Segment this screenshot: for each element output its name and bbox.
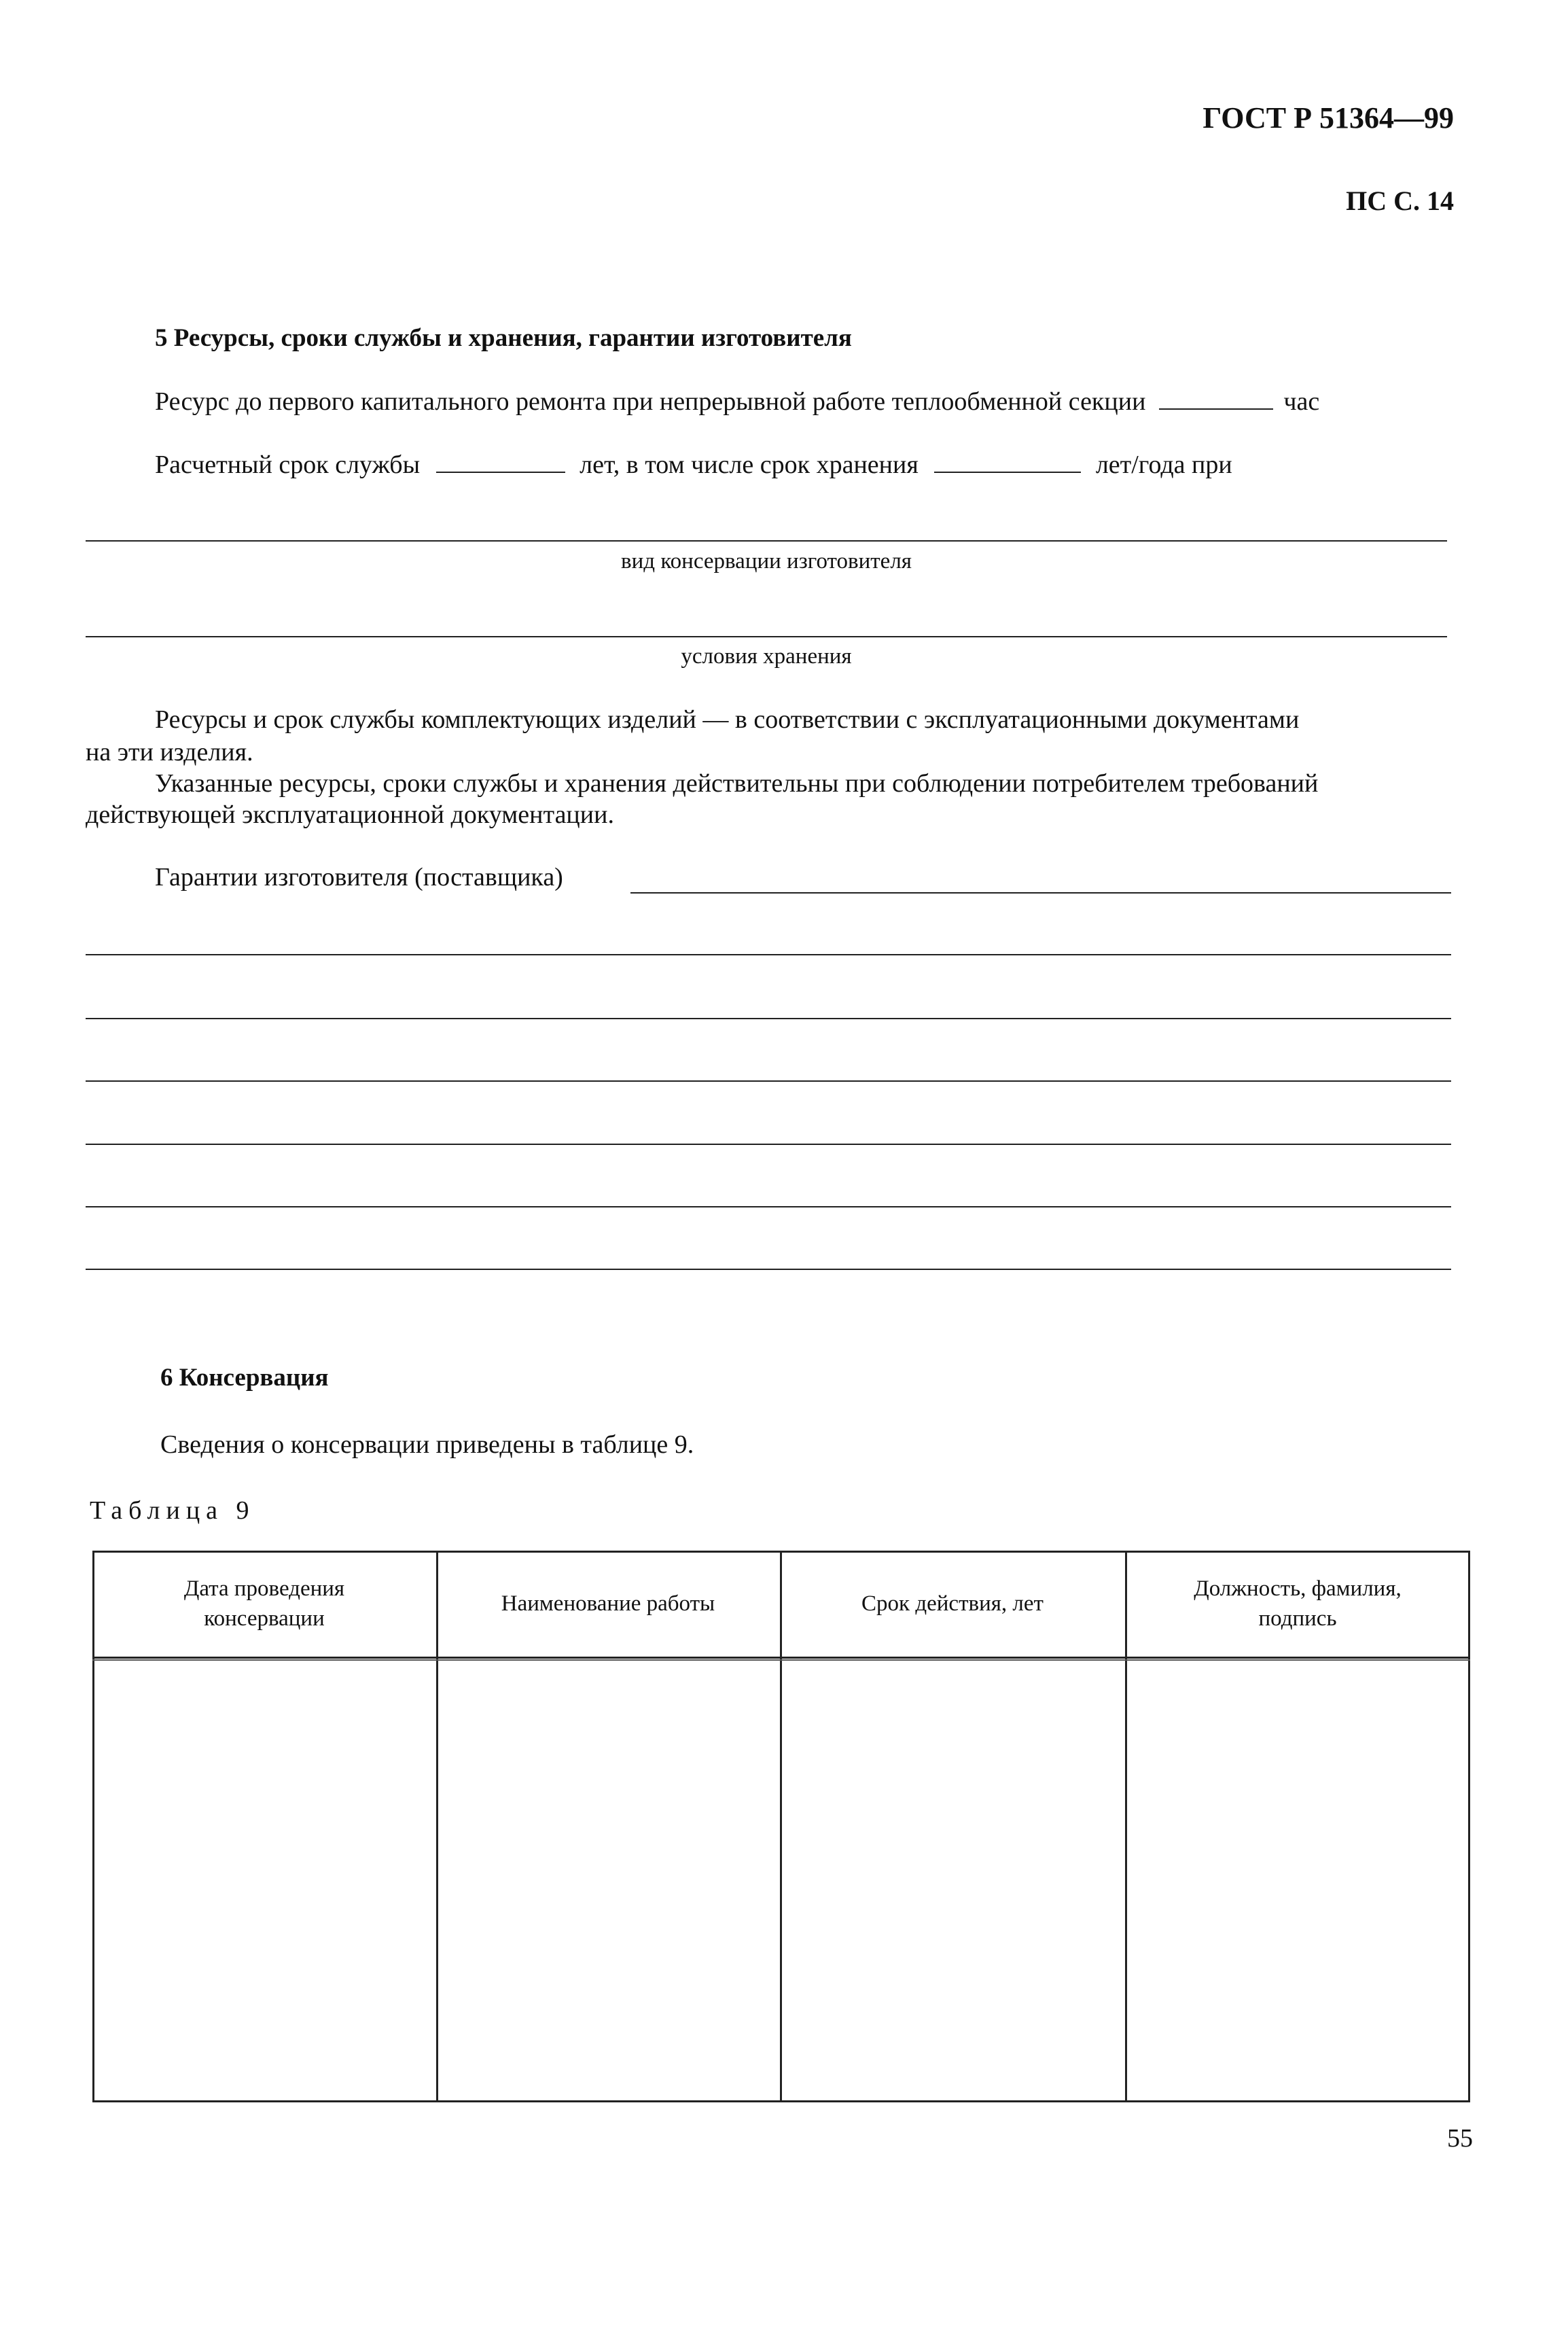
table-cell-validity[interactable] xyxy=(782,1661,1125,2100)
resource-line xyxy=(155,385,1319,417)
column-header-validity-text: Срок действия, лет xyxy=(861,1591,1044,1616)
storage-conditions-caption: условия хранения xyxy=(681,644,852,669)
section-6-title: 6 Консервация xyxy=(160,1364,329,1392)
service-life-line xyxy=(155,448,1232,480)
service-life-suffix: лет/года при xyxy=(1095,451,1232,479)
para2-line2: действующей эксплуатационной документации. xyxy=(86,800,614,829)
page-reference: ПС С. 14 xyxy=(1346,186,1454,216)
column-header-validity xyxy=(780,1551,1125,1657)
preservation-type-line[interactable] xyxy=(86,540,1447,542)
para1-line1: Ресурсы и срок службы комплектующих изделий — в соответствии с эксплуатационными документами xyxy=(155,705,1300,734)
warranty-label: Гарантии изготовителя (поставщика) xyxy=(155,863,563,892)
para2-line1: Указанные ресурсы, сроки службы и хранения действительны при соблюдении потребителем требований xyxy=(155,769,1319,798)
section-6-intro: Сведения о консервации приведены в таблице 9. xyxy=(160,1430,694,1459)
table-cell-signature[interactable] xyxy=(1127,1661,1468,2100)
section-5-title: 5 Ресурсы, сроки службы и хранения, гарантии изготовителя xyxy=(155,324,852,352)
standard-number: ГОСТ Р 51364—99 xyxy=(1202,101,1454,135)
warranty-line-5[interactable] xyxy=(86,1144,1451,1145)
warranty-line-7[interactable] xyxy=(86,1269,1451,1270)
table-cell-work[interactable] xyxy=(438,1661,780,2100)
column-header-date xyxy=(92,1551,436,1657)
warranty-line-6[interactable] xyxy=(86,1206,1451,1207)
preservation-type-caption: вид консервации изготовителя xyxy=(621,549,912,573)
warranty-line-2[interactable] xyxy=(86,954,1451,955)
column-header-signature-text: Должность, фамилия, подпись xyxy=(1194,1576,1402,1631)
page-number: 55 xyxy=(1447,2124,1473,2153)
table-cell-date[interactable] xyxy=(94,1661,436,2100)
column-header-date-text: Дата проведения консервации xyxy=(183,1576,345,1631)
resource-line-text: Ресурс до первого капитального ремонта при непрерывной работе теплообменной секции xyxy=(155,387,1146,416)
column-header-work-text: Наименование работы xyxy=(501,1591,715,1616)
service-life-prefix: Расчетный срок службы xyxy=(155,451,421,479)
storage-conditions-line[interactable] xyxy=(86,636,1447,637)
service-life-mid: лет, в том числе срок хранения xyxy=(580,451,919,479)
warranty-line-4[interactable] xyxy=(86,1080,1451,1082)
resource-line-unit: час xyxy=(1283,387,1320,416)
para1-line2: на эти изделия. xyxy=(86,738,253,766)
table-label: Таблица 9 xyxy=(90,1496,255,1525)
column-header-signature xyxy=(1125,1551,1470,1657)
storage-years-field[interactable] xyxy=(934,448,1081,473)
warranty-field-line[interactable] xyxy=(630,892,1451,894)
column-header-work xyxy=(436,1551,780,1657)
service-life-years-field[interactable] xyxy=(436,448,565,473)
resource-hours-field[interactable] xyxy=(1159,385,1273,410)
warranty-line-3[interactable] xyxy=(86,1018,1451,1019)
